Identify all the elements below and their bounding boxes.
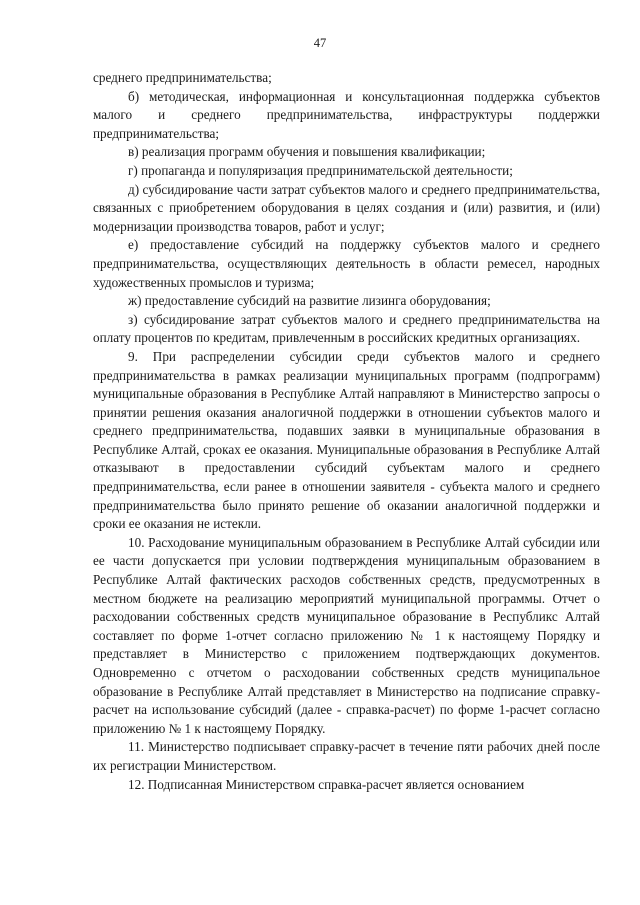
document-body xyxy=(93,69,600,794)
paragraph-clause-9: 9. При распределении субсидии среди субъектов малого и среднего предпринимательства в рамках реализации муниципальных программ (подпрограмм) муниципальные образования в Республике Алтай направляют в Министерство запросы о принятии решения оказания аналогичной поддержки в отношении субъектов малого и среднего предпринимательства, подавших заявки в муниципальные образования в Республике Алтай, сроках ее оказания. Муниципальные образования в Республике Алтай отказывают в предоставлении субсидий субъектам малого и среднего предпринимательства, если ранее в отношении заявителя - субъекта малого и среднего предпринимательства было принято решение об оказании аналогичной поддержки и сроки ее оказания не истекли. xyxy=(93,348,600,532)
paragraph-clause-11: 11. Министерство подписывает справку-расчет в течение пяти рабочих дней после их регистрации Министерством. xyxy=(93,739,600,773)
page-number: 47 xyxy=(313,36,327,50)
paragraph-item-g: г) пропаганда и популяризация предпринимательской деятельности; xyxy=(128,162,513,178)
paragraph-item-zh: ж) предоставление субсидий на развитие лизинга оборудования; xyxy=(128,293,491,309)
paragraph-continuation: среднего предпринимательства; xyxy=(93,70,272,85)
paragraph-item-b: б) методическая, информационная и консультационная поддержка субъектов малого и среднего предпринимательства, инфраструктуры поддержки предпринимательства; xyxy=(93,88,600,141)
paragraph-clause-12: 12. Подписанная Министерством справка-расчет является основанием xyxy=(128,776,525,792)
paragraph-item-v: в) реализация программ обучения и повышения квалификации; xyxy=(128,144,486,160)
paragraph-item-d: д) субсидирование части затрат субъектов малого и среднего предпринимательства, связанных с приобретением оборудования в целях создания и (или) развития, и (или) модернизации производства товаров, работ и услуг; xyxy=(93,181,600,234)
paragraph-clause-10: 10. Расходование муниципальным образованием в Республике Алтай субсидии или ее части допускается при условии подтверждения муниципальным образованием в Республике Алтай фактических расходов собственных средств, предусмотренных в местном бюджете на реализацию мероприятий муниципальной программы. Отчет о расходовании собственных средств муниципальное образование в Республикс Алтай составляет по форме 1-отчет согласно приложению № 1 к настоящему Порядку и представляет в Министерство с приложением подтверждающих документов. Одновременно с отчетом о расходовании собственных средств муниципальное образование в Республике Алтай представляет в Министерство на подписание справку-расчет на использование субсидий (далее - справка-расчет) по форме 1-расчет согласно приложению № 1 к настоящему Порядку. xyxy=(93,534,600,736)
paragraph-item-e: е) предоставление субсидий на поддержку субъектов малого и среднего предпринимательства, осуществляющих деятельность в области ремесел, народных художественных промыслов и туризма; xyxy=(93,237,600,290)
paragraph-item-z: з) субсидирование затрат субъектов малого и среднего предпринимательства на оплату процентов по кредитам, привлеченным в российских кредитных организациях. xyxy=(93,311,600,346)
